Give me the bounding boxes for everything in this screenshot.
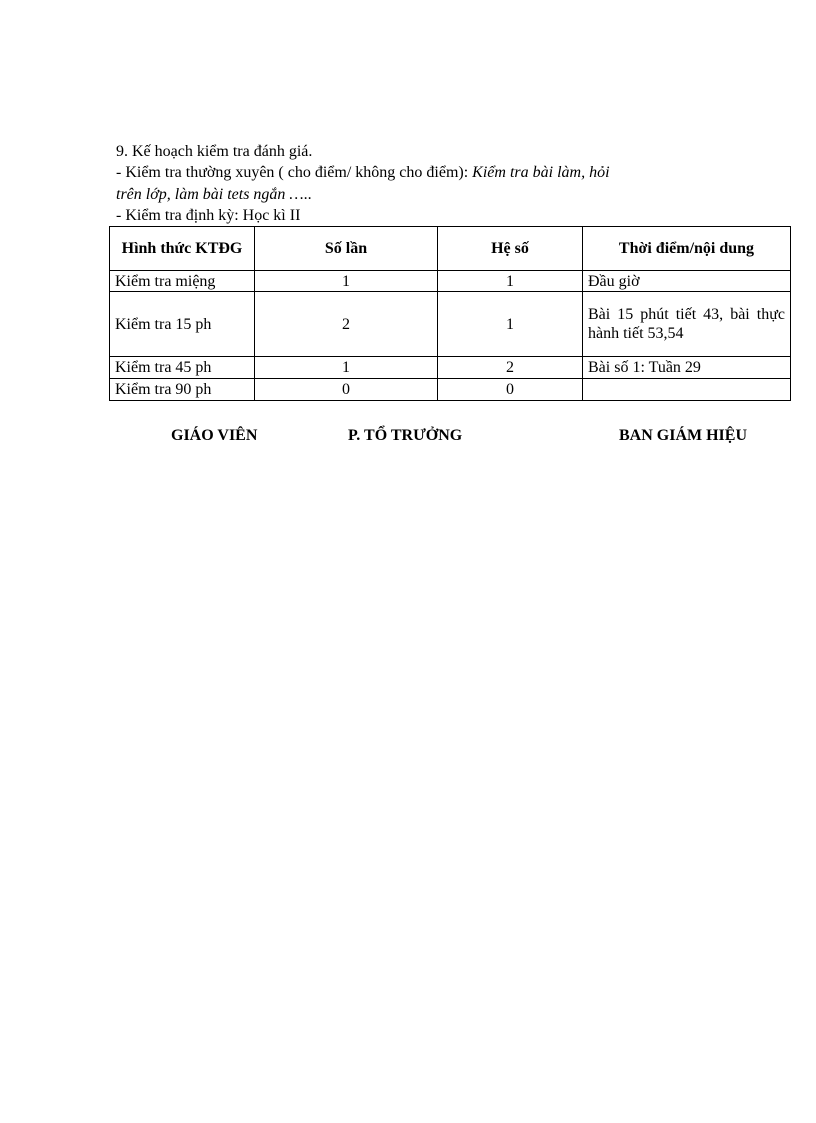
table-row (110, 379, 791, 401)
cell-form: Kiểm tra 90 ph (110, 379, 255, 401)
table-row (110, 271, 791, 292)
cell-content: Bài số 1: Tuần 29 (583, 357, 791, 379)
section-heading: 9. Kế hoạch kiểm tra đánh giá. (116, 143, 313, 160)
cell-form: Kiểm tra miệng (110, 271, 255, 292)
header-timing-content: Thời điểm/nội dung (583, 227, 791, 271)
cell-coefficient: 2 (438, 357, 583, 379)
regular-assessment-line (116, 164, 610, 182)
cell-count: 2 (255, 292, 438, 357)
regular-assessment-detail-1: Kiểm tra bài làm, hỏi (472, 164, 610, 181)
table-row (110, 292, 791, 357)
cell-count: 0 (255, 379, 438, 401)
cell-count: 1 (255, 357, 438, 379)
table-header-row (110, 227, 791, 271)
signature-board: BAN GIÁM HIỆU (619, 427, 748, 444)
cell-coefficient: 1 (438, 292, 583, 357)
cell-content: Bài 15 phút tiết 43, bài thực hành tiết 53,54 (583, 292, 791, 357)
cell-count: 1 (255, 271, 438, 292)
signature-teacher: GIÁO VIÊN (171, 427, 258, 444)
assessment-table (109, 226, 791, 401)
cell-form: Kiểm tra 45 ph (110, 357, 255, 379)
regular-assessment-suffix: .. (303, 186, 312, 203)
cell-content (583, 379, 791, 401)
regular-assessment-detail-2: trên lớp, làm bài tets ngắn … (116, 186, 304, 203)
header-coefficient: Hệ số (438, 227, 583, 271)
regular-assessment-label: - Kiểm tra thường xuyên ( cho điểm/ không cho điểm): (116, 164, 469, 181)
cell-coefficient: 0 (438, 379, 583, 401)
regular-assessment-line-2 (116, 186, 312, 204)
cell-coefficient: 1 (438, 271, 583, 292)
periodic-assessment-line: - Kiểm tra định kỳ: Học kì II (116, 207, 301, 224)
header-count: Số lần (255, 227, 438, 271)
cell-form: Kiểm tra 15 ph (110, 292, 255, 357)
header-form: Hình thức KTĐG (110, 227, 255, 271)
signature-department-head: P. TỔ TRƯỞNG (348, 427, 463, 444)
cell-content: Đầu giờ (583, 271, 791, 292)
table-row (110, 357, 791, 379)
